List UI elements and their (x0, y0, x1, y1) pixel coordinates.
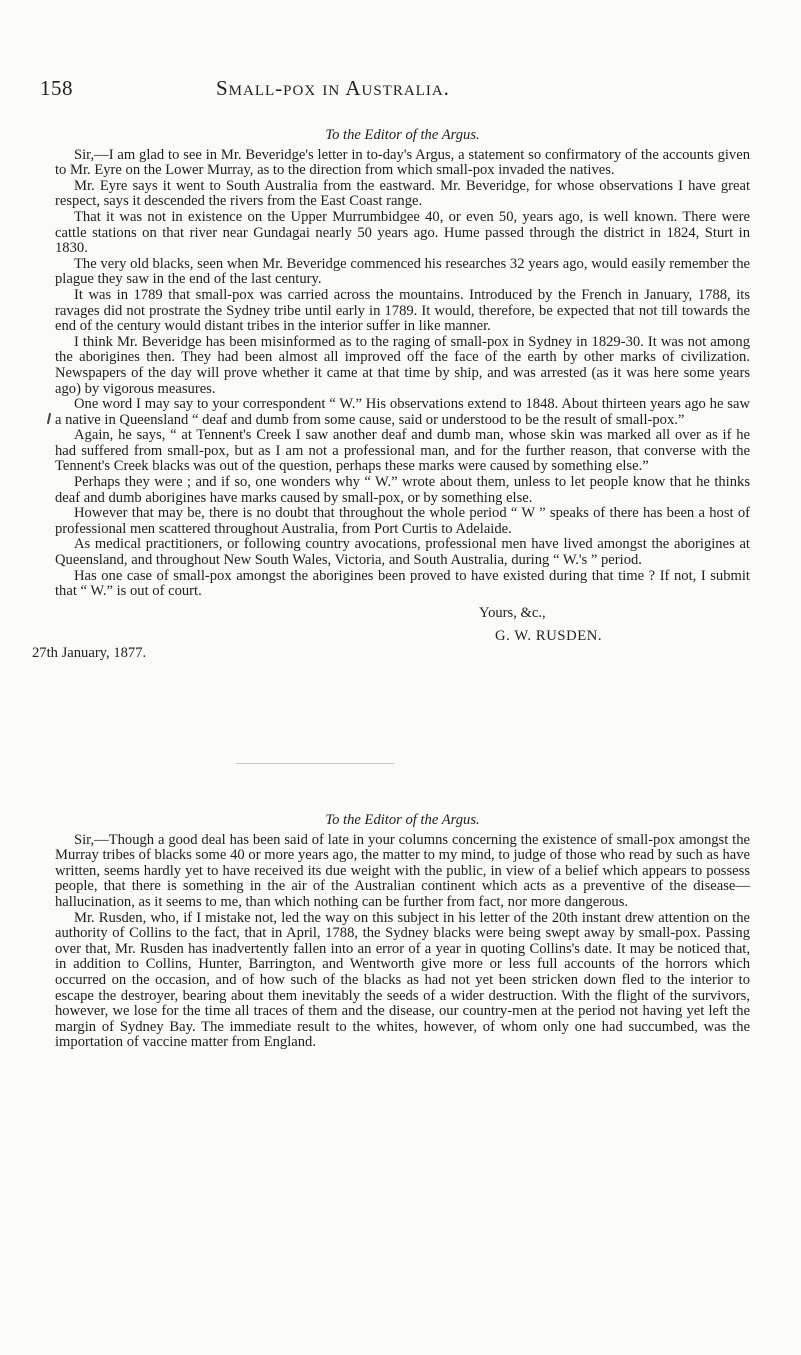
paragraph: As medical practitioners, or following country avocations, professional men have lived amongst the aborigines at Queensland, and throughout New South Wales, Victoria, and South Australia, during “ W.'s ” period. (55, 536, 750, 569)
faint-rule (236, 763, 394, 764)
signature: G. W. RUSDEN. (495, 627, 603, 644)
page-number: 158 (40, 76, 73, 100)
paragraph: One word I may say to your correspondent “ W.” His observations extend to 1848. About thirteen years ago he saw a native in Queensland “ deaf and dumb from some cause, said or understood to be the result of small-pox.” (55, 396, 750, 428)
letter-rusden (32, 127, 750, 672)
closing-phrase: Yours, &c., (479, 604, 546, 621)
letter-closing (32, 604, 750, 672)
paragraph: The very old blacks, seen when Mr. Beveridge commenced his researches 32 years ago, would easily remember the plague they saw in the end of the last century. (55, 255, 750, 288)
running-head (40, 76, 730, 102)
margin-mark (47, 413, 51, 424)
running-title: Small-pox in Australia. (216, 76, 450, 100)
paragraph: Perhaps they were ; and if so, one wonders why “ W.” wrote about them, unless to let people know that he thinks deaf and dumb aborigines have marks caused by small-pox, or by something else. (55, 474, 750, 506)
paragraph: Has one case of small-pox amongst the aborigines been proved to have existed during that time ? If not, I submit that “ W.” is out of court. (55, 567, 750, 600)
paragraph: Mr. Eyre says it went to South Australia from the eastward. Mr. Beveridge, for whose observations I have great respect, says it descended the rivers from the East Coast range. (55, 177, 750, 210)
paragraph: Sir,—I am glad to see in Mr. Beveridge's letter in to-day's Argus, a statement so confirmatory of the accounts given to Mr. Eyre on the Lower Murray, as to the direction from which small-pox invaded the natives. (55, 146, 750, 179)
paragraph: That it was not in existence on the Upper Murrumbidgee 40, or even 50, years ago, is well known. There were cattle stations on that river near Gundagai nearly 50 years ago. Hume passed through the district in 1824, Sturt in 1830. (55, 208, 750, 257)
letter-heading: To the Editor of the Argus. (325, 127, 480, 143)
paragraph: Mr. Rusden, who, if I mistake not, led the way on this subject in his letter of the 20th instant drew attention on the authority of Collins to the fact, that in April, 1788, the Sydney blacks were being swept away by small-pox. Passing over that, Mr. Rusden has inadvertently fallen into an error of a year in quoting Collins's date. It may be noticed that, in addition to Collins, Hunter, Barrington, and Wentworth give more or less full accounts of the horrors which occurred on the occasion, and of how such of the blacks as had not yet been stricken down fled to the interior to escape the destroyer, bearing about them inevitably the seeds of a wider destruction. With the flight of the survivors, however, we lose for the time all traces of them and the disease, our country-men at the period not having yet left the margin of Sydney Bay. The immediate result to the whites, however, of whom only one had succumbed, was the importation of vaccine matter from England. (55, 909, 750, 1051)
letter-date: 27th January, 1877. (32, 644, 147, 661)
letter-second (55, 813, 750, 1051)
paragraph: Sir,—Though a good deal has been said of late in your columns concerning the existence of small-pox amongst the Murray tribes of blacks some 40 or more years ago, the matter to my mind, to judge of those who read by such as have written, seems hardly yet to have received its due weight with the public, in view of a belief which appears to possess people, that there is something in the air of the Australian continent which acts as a preventive of the disease—hallucination, as it seems to me, than which nothing can be further from fact, nor more dangerous. (55, 831, 750, 910)
paragraph: Again, he says, “ at Tennent's Creek I saw another deaf and dumb man, whose skin was marked all over as if he had suffered from small-pox, but as I am not a professional man, and for the further reason, that converse with the Tennent's Creek blacks was out of the question, perhaps these marks were caused by something else.” (55, 427, 750, 475)
letter-heading: To the Editor of the Argus. (325, 812, 480, 828)
paragraph: I think Mr. Beveridge has been misinformed as to the raging of small-pox in Sydney in 1829-30. It was not among the aborigines then. They had been almost all improved off the face of the earth by other marks of civilization. Newspapers of the day will prove whether it came at that time by ship, and was arrested (as it was here some years ago) by vigorous measures. (55, 333, 750, 397)
paragraph: It was in 1789 that small-pox was carried across the mountains. Introduced by the French in January, 1788, its ravages did not prostrate the Sydney tribe until early in 1789. It would, therefore, be expected that not till towards the end of the century would distant tribes in the interior suffer in like manner. (55, 286, 750, 335)
paragraph: However that may be, there is no doubt that throughout the whole period “ W ” speaks of there has been a host of professional men scattered throughout Australia, from Port Curtis to Adelaide. (55, 505, 750, 537)
